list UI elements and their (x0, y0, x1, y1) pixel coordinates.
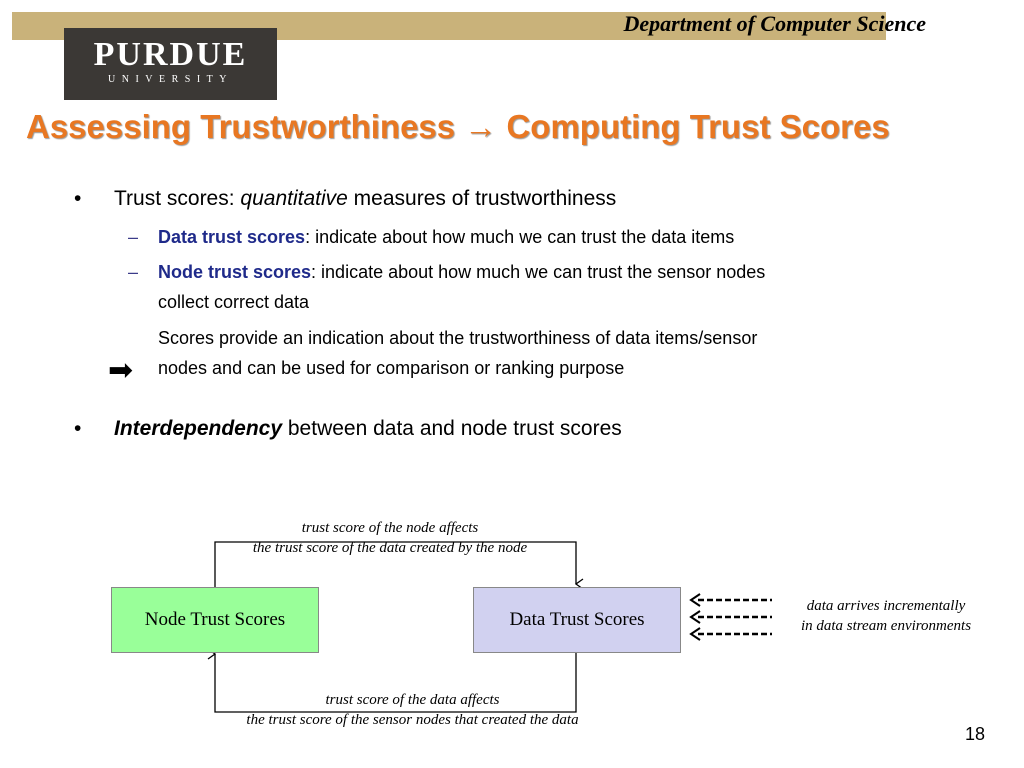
bullet-mark: • (74, 417, 82, 440)
term-data-trust-scores: Data trust scores (158, 227, 306, 247)
right-arrow-icon: ➡ (108, 354, 134, 387)
slide-title: Assessing Trustworthiness → Computing Trust Scores (26, 108, 890, 145)
dash-mark: – (128, 262, 139, 282)
node-trust-scores-box: Node Trust Scores (111, 587, 319, 653)
side-label-line2: in data stream environments (800, 618, 972, 634)
top-label-line1: trust score of the node affects (301, 520, 479, 536)
bottom-label-line2: the trust score of the sensor nodes that created the data (246, 712, 579, 728)
top-label-line2: the trust score of the data created by the node (252, 540, 528, 556)
bullet-mark: • (74, 187, 82, 210)
bullet-text-italic: quantitative (240, 187, 348, 210)
logo-wordmark: PURDUE (93, 36, 248, 73)
incoming-data-arrows (691, 594, 772, 640)
note-line1: Scores provide an indication about the trustworthiness of data items/sensor (158, 328, 758, 348)
bullet-text: between data and node trust scores (282, 417, 622, 440)
side-label-line1: data arrives incrementally (806, 598, 966, 614)
sub-bullet-text: : indicate about how much we can trust the data items (305, 227, 735, 247)
sub-bullet-text-line2: collect correct data (158, 292, 310, 312)
note-line2: nodes and can be used for comparison or ranking purpose (158, 358, 625, 378)
department-title: Department of Computer Science (623, 11, 926, 36)
top-connector-label (200, 518, 580, 558)
bottom-connector-label (200, 690, 625, 730)
bottom-label-line1: trust score of the data affects (325, 692, 500, 708)
dash-mark: – (128, 227, 139, 247)
term-interdependency: Interdependency (114, 417, 283, 440)
side-data-label (776, 596, 996, 636)
bullet-text-prefix: Trust scores: (114, 187, 241, 210)
term-node-trust-scores: Node trust scores (158, 262, 312, 282)
page-number: 18 (965, 724, 986, 744)
bullet-text-suffix: measures of trustworthiness (347, 187, 617, 210)
data-trust-scores-box: Data Trust Scores (473, 587, 681, 653)
sub-bullet-text: : indicate about how much we can trust the sensor nodes (311, 262, 766, 282)
logo-subtitle: UNIVERSITY (108, 74, 233, 85)
